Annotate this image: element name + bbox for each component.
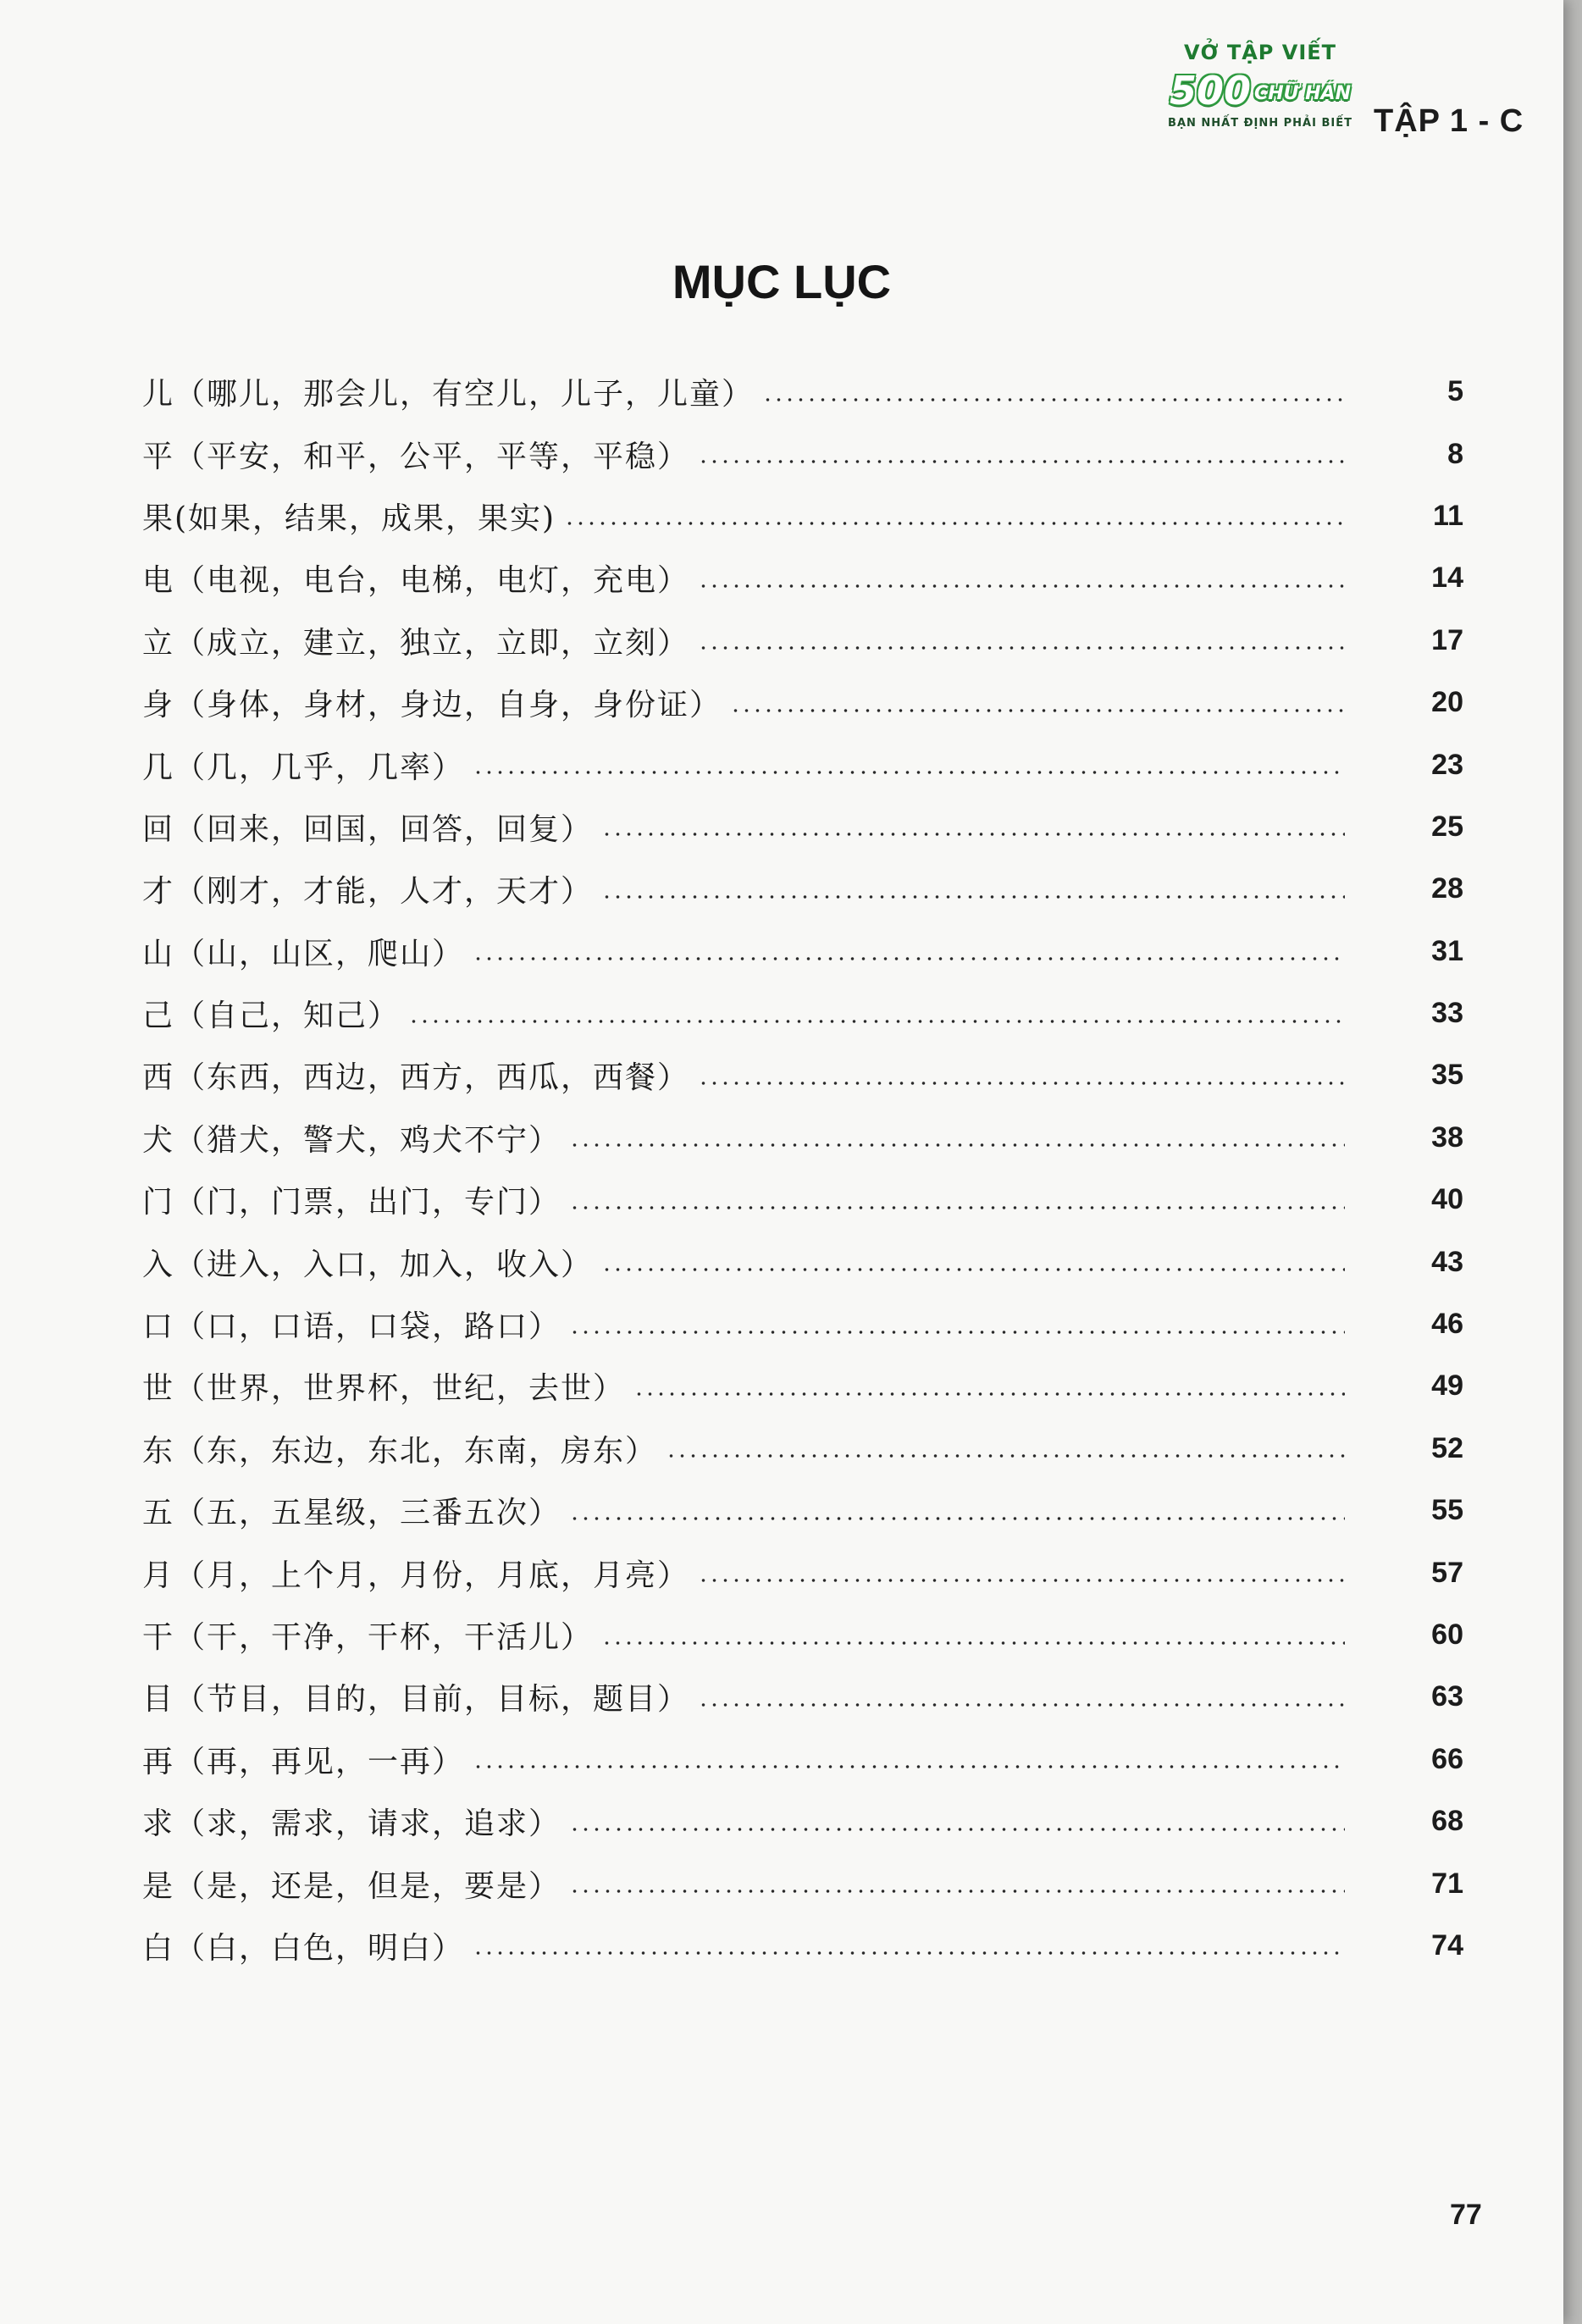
toc-entry-text: 白（白，白色，明白） (142, 1930, 465, 1966)
toc-entry[interactable] (142, 547, 1463, 609)
table-of-contents (142, 361, 1463, 1977)
toc-entry[interactable] (142, 610, 1463, 672)
dot-leader (601, 1641, 1345, 1645)
toc-entry[interactable] (142, 982, 1463, 1044)
toc-entry-text: 目（节目，目的，目前，目标，题目） (142, 1682, 690, 1718)
toc-page-number: 33 (1431, 997, 1463, 1030)
dot-leader (601, 1268, 1345, 1271)
dot-leader (698, 1703, 1345, 1707)
toc-page-number: 40 (1431, 1183, 1463, 1216)
toc-entry-text: 再（再，再见，一再） (142, 1744, 465, 1779)
toc-page-number: 49 (1431, 1370, 1463, 1403)
dot-leader (569, 1143, 1345, 1147)
toc-entry[interactable] (142, 1480, 1463, 1541)
toc-page-number: 11 (1433, 499, 1463, 532)
dot-leader (730, 709, 1345, 712)
toc-entry[interactable] (142, 1666, 1463, 1728)
dot-leader (569, 1331, 1345, 1334)
toc-page-number: 35 (1431, 1059, 1463, 1092)
toc-entry[interactable] (142, 1044, 1463, 1106)
toc-page-number: 63 (1431, 1680, 1463, 1713)
toc-entry[interactable] (142, 1169, 1463, 1231)
dot-leader (564, 522, 1345, 525)
toc-entry-text: 世（世界，世界杯，世纪，去世） (142, 1371, 626, 1407)
toc-entry[interactable] (142, 423, 1463, 484)
toc-entry[interactable] (142, 361, 1463, 423)
toc-page-number: 14 (1431, 562, 1463, 595)
toc-entry[interactable] (142, 1355, 1463, 1417)
toc-entry[interactable] (142, 485, 1463, 547)
brand-top-text: VỞ TẬP VIẾT (1183, 41, 1337, 64)
dot-leader (569, 1517, 1345, 1520)
page-number: 77 (1450, 2199, 1482, 2231)
toc-page-number: 68 (1431, 1805, 1463, 1838)
toc-entry-text: 立（成立，建立，独立，立即，立刻） (142, 625, 690, 661)
dot-leader (633, 1392, 1345, 1396)
toc-entry[interactable] (142, 1915, 1463, 1977)
page-title: MỤC LỤC (672, 255, 892, 308)
toc-entry-text: 五（五，五星级，三番五次） (142, 1496, 561, 1531)
toc-page-number: 52 (1431, 1431, 1463, 1464)
dot-leader (473, 1951, 1345, 1955)
toc-entry-text: 儿（哪儿，那会儿，有空儿，儿子，儿童） (142, 377, 755, 412)
toc-page-number: 31 (1431, 934, 1463, 967)
toc-entry-text: 西（东西，西边，西方，西瓜，西餐） (142, 1060, 690, 1096)
toc-entry-text: 口（口，口语，口袋，路口） (142, 1309, 561, 1345)
toc-entry[interactable] (142, 921, 1463, 982)
dot-leader (666, 1454, 1345, 1458)
toc-entry-text: 平（平安，和平，公平，平等，平稳） (142, 439, 690, 474)
toc-page-number: 20 (1431, 686, 1463, 719)
toc-entry-text: 电（电视，电台，电梯，电灯，充电） (142, 563, 690, 599)
toc-entry-text: 门（门，门票，出门，专门） (142, 1185, 561, 1220)
toc-entry[interactable] (142, 733, 1463, 795)
toc-entry-text: 是（是，还是，但是，要是） (142, 1868, 561, 1904)
dot-leader (601, 895, 1345, 899)
toc-page-number: 74 (1431, 1928, 1463, 1962)
dot-leader (762, 398, 1345, 401)
toc-entry[interactable] (142, 1790, 1463, 1852)
toc-entry[interactable] (142, 672, 1463, 733)
toc-page-number: 55 (1431, 1494, 1463, 1527)
brand-logo (1145, 41, 1375, 151)
toc-entry[interactable] (142, 1107, 1463, 1169)
toc-page-number: 25 (1431, 810, 1463, 843)
dot-leader (698, 1579, 1345, 1582)
toc-entry[interactable] (142, 1729, 1463, 1790)
dot-leader (473, 771, 1345, 774)
brand-word: CHỮ HÁN (1254, 83, 1351, 104)
dot-leader (473, 1765, 1345, 1768)
toc-entry-text: 入（进入，入口，加入，收入） (142, 1247, 594, 1282)
toc-entry[interactable] (142, 1852, 1463, 1914)
dot-leader (698, 460, 1345, 463)
toc-page-number: 5 (1447, 375, 1463, 408)
toc-page-number: 57 (1431, 1556, 1463, 1589)
dot-leader (698, 646, 1345, 650)
dot-leader (569, 1828, 1345, 1831)
toc-entry[interactable] (142, 858, 1463, 920)
brand-subtitle: BẠN NHẤT ĐỊNH PHẢI BIẾT (1168, 117, 1352, 130)
dot-leader (698, 1082, 1345, 1085)
toc-entry[interactable] (142, 796, 1463, 858)
toc-page-number: 23 (1431, 748, 1463, 781)
toc-entry-text: 己（自己，知己） (142, 999, 401, 1034)
brand-main (1170, 68, 1351, 113)
toc-entry-text: 几（几，几乎，几率） (142, 750, 465, 785)
toc-entry-text: 回（回来，回国，回答，回复） (142, 811, 594, 847)
toc-page-number: 66 (1431, 1742, 1463, 1775)
toc-page-number: 46 (1431, 1308, 1463, 1341)
toc-entry-text: 才（刚才，才能，人才，天才） (142, 874, 594, 910)
toc-page-number: 43 (1431, 1245, 1463, 1278)
toc-page-number: 8 (1447, 437, 1463, 470)
toc-page-number: 71 (1431, 1867, 1463, 1900)
toc-entry-text: 身（身体，身材，身边，自身，身份证） (142, 688, 722, 723)
dot-leader (408, 1020, 1345, 1023)
toc-entry[interactable] (142, 1604, 1463, 1666)
toc-entry-text: 月（月，上个月，月份，月底，月亮） (142, 1558, 690, 1593)
toc-page-number: 17 (1431, 623, 1463, 656)
toc-entry[interactable] (142, 1418, 1463, 1480)
volume-label: TẬP 1 - C (1374, 103, 1524, 139)
dot-leader (698, 584, 1345, 588)
toc-entry-text: 东（东，东边，东北，东南，房东） (142, 1433, 658, 1469)
dot-leader (569, 1890, 1345, 1893)
toc-entry-text: 求（求，需求，请求，追求） (142, 1807, 561, 1842)
dot-leader (473, 957, 1345, 960)
toc-entry-text: 山（山，山区，爬山） (142, 936, 465, 971)
toc-entry-text: 干（干，干净，干杯，干活儿） (142, 1620, 594, 1655)
dot-leader (569, 1206, 1345, 1209)
toc-entry-text: 果(如果，结果，成果，果实) (142, 501, 556, 536)
toc-entry-text: 犬（猎犬，警犬，鸡犬不宁） (142, 1122, 561, 1158)
toc-entry[interactable] (142, 1293, 1463, 1355)
toc-entry[interactable] (142, 1231, 1463, 1292)
brand-number: 500 (1170, 68, 1252, 113)
dot-leader (601, 833, 1345, 836)
toc-page-number: 28 (1431, 872, 1463, 905)
toc-page-number: 60 (1431, 1618, 1463, 1651)
toc-page-number: 38 (1431, 1120, 1463, 1154)
toc-entry[interactable] (142, 1541, 1463, 1603)
